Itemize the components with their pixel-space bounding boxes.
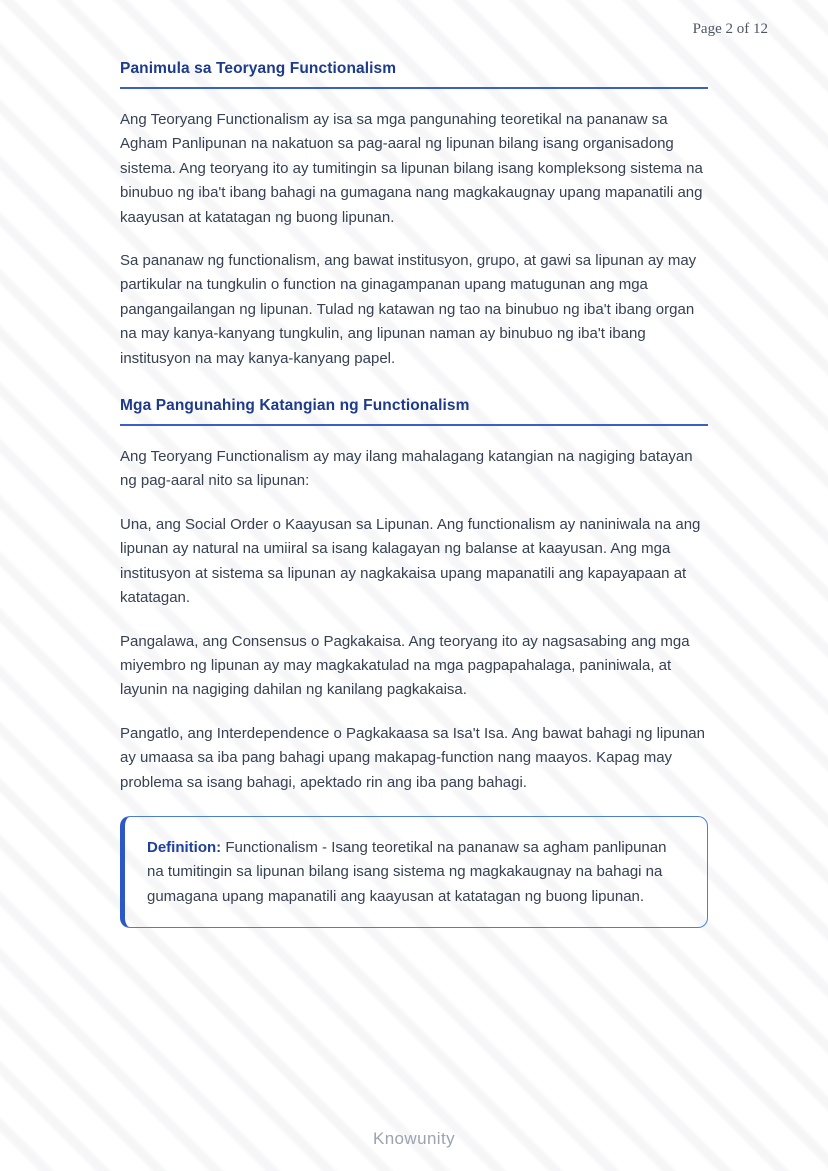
section-heading: Mga Pangunahing Katangian ng Functionalism (120, 397, 470, 415)
paragraph: Pangatlo, ang Interdependence o Pagkakaasa sa Isa't Isa. Ang bawat bahagi ng lipunan ay umaasa sa iba pang bahagi upang makapag-function nang maayos. Kapag may problema sa isang bahagi, apektado rin ang iba pang bahagi. (120, 724, 705, 791)
section-katangian (120, 397, 708, 795)
heading-rule (120, 424, 708, 426)
definition-text (147, 836, 683, 909)
section-heading-block (120, 397, 708, 426)
paragraph: Sa pananaw ng functionalism, ang bawat institusyon, grupo, at gawi sa lipunan ay may partikular na tungkulin o function na ginagampanan upang matugunan ang mga pangangailangan ng lipunan. Tulad ng katawan ng tao na binubuo ng iba't ibang organ na may kanya-kanyang tungkulin, ang lipunan naman ay binubuo ng iba't ibang institusyon na may kanya-kanyang papel. (120, 252, 697, 367)
page-number: Page 2 of 12 (692, 21, 768, 37)
section-panimula (120, 60, 708, 371)
definition-label: Definition: (147, 838, 222, 856)
definition-box (120, 816, 708, 928)
paragraph: Una, ang Social Order o Kaayusan sa Lipunan. Ang functionalism ay naniniwala na ang lipunan ay natural na umiiral sa isang kalagayan ng balanse at kaayusan. Ang mga institusyon at sistema sa lipunan ay nagkakaisa upang mapanatili ang kapayapaan at katatagan. (120, 515, 701, 607)
paragraph: Ang Teoryang Functionalism ay isa sa mga pangunahing teoretikal na pananaw sa Agham Panlipunan na nakatuon sa pag-aaral ng lipunan bilang isang organisadong sistema. Ang teoryang ito ay tumitingin sa lipunan bilang isang kompleksong sistema na binubuo ng iba't ibang bahagi na gumagana nang magkakaugnay upang mapanatili ang kaayusan at katatagan ng buong lipunan. (120, 111, 703, 226)
section-heading: Panimula sa Teoryang Functionalism (120, 60, 397, 77)
footer-brand-logo: Knowunity (372, 1129, 456, 1148)
heading-rule (120, 87, 708, 89)
paragraph: Ang Teoryang Functionalism ay may ilang mahalagang katangian na nagiging batayan ng pag-aaral nito sa lipunan: (120, 448, 693, 490)
definition-body: Functionalism - Isang teoretikal na pananaw sa agham panlipunan na tumitingin sa lipunan bilang isang sistema ng magkakaugnay na bahagi na gumagana upang mapanatili ang kaayusan at katatagan ng buong lipunan. (147, 838, 667, 905)
document-content (120, 60, 708, 928)
paragraph: Pangalawa, ang Consensus o Pagkakaisa. Ang teoryang ito ay nagsasabing ang mga miyembro ng lipunan ay may magkakatulad na mga pagpapahalaga, paniniwala, at layunin na nagiging dahilan ng kanilang pagkakaisa. (120, 632, 690, 699)
section-heading-block (120, 60, 708, 89)
